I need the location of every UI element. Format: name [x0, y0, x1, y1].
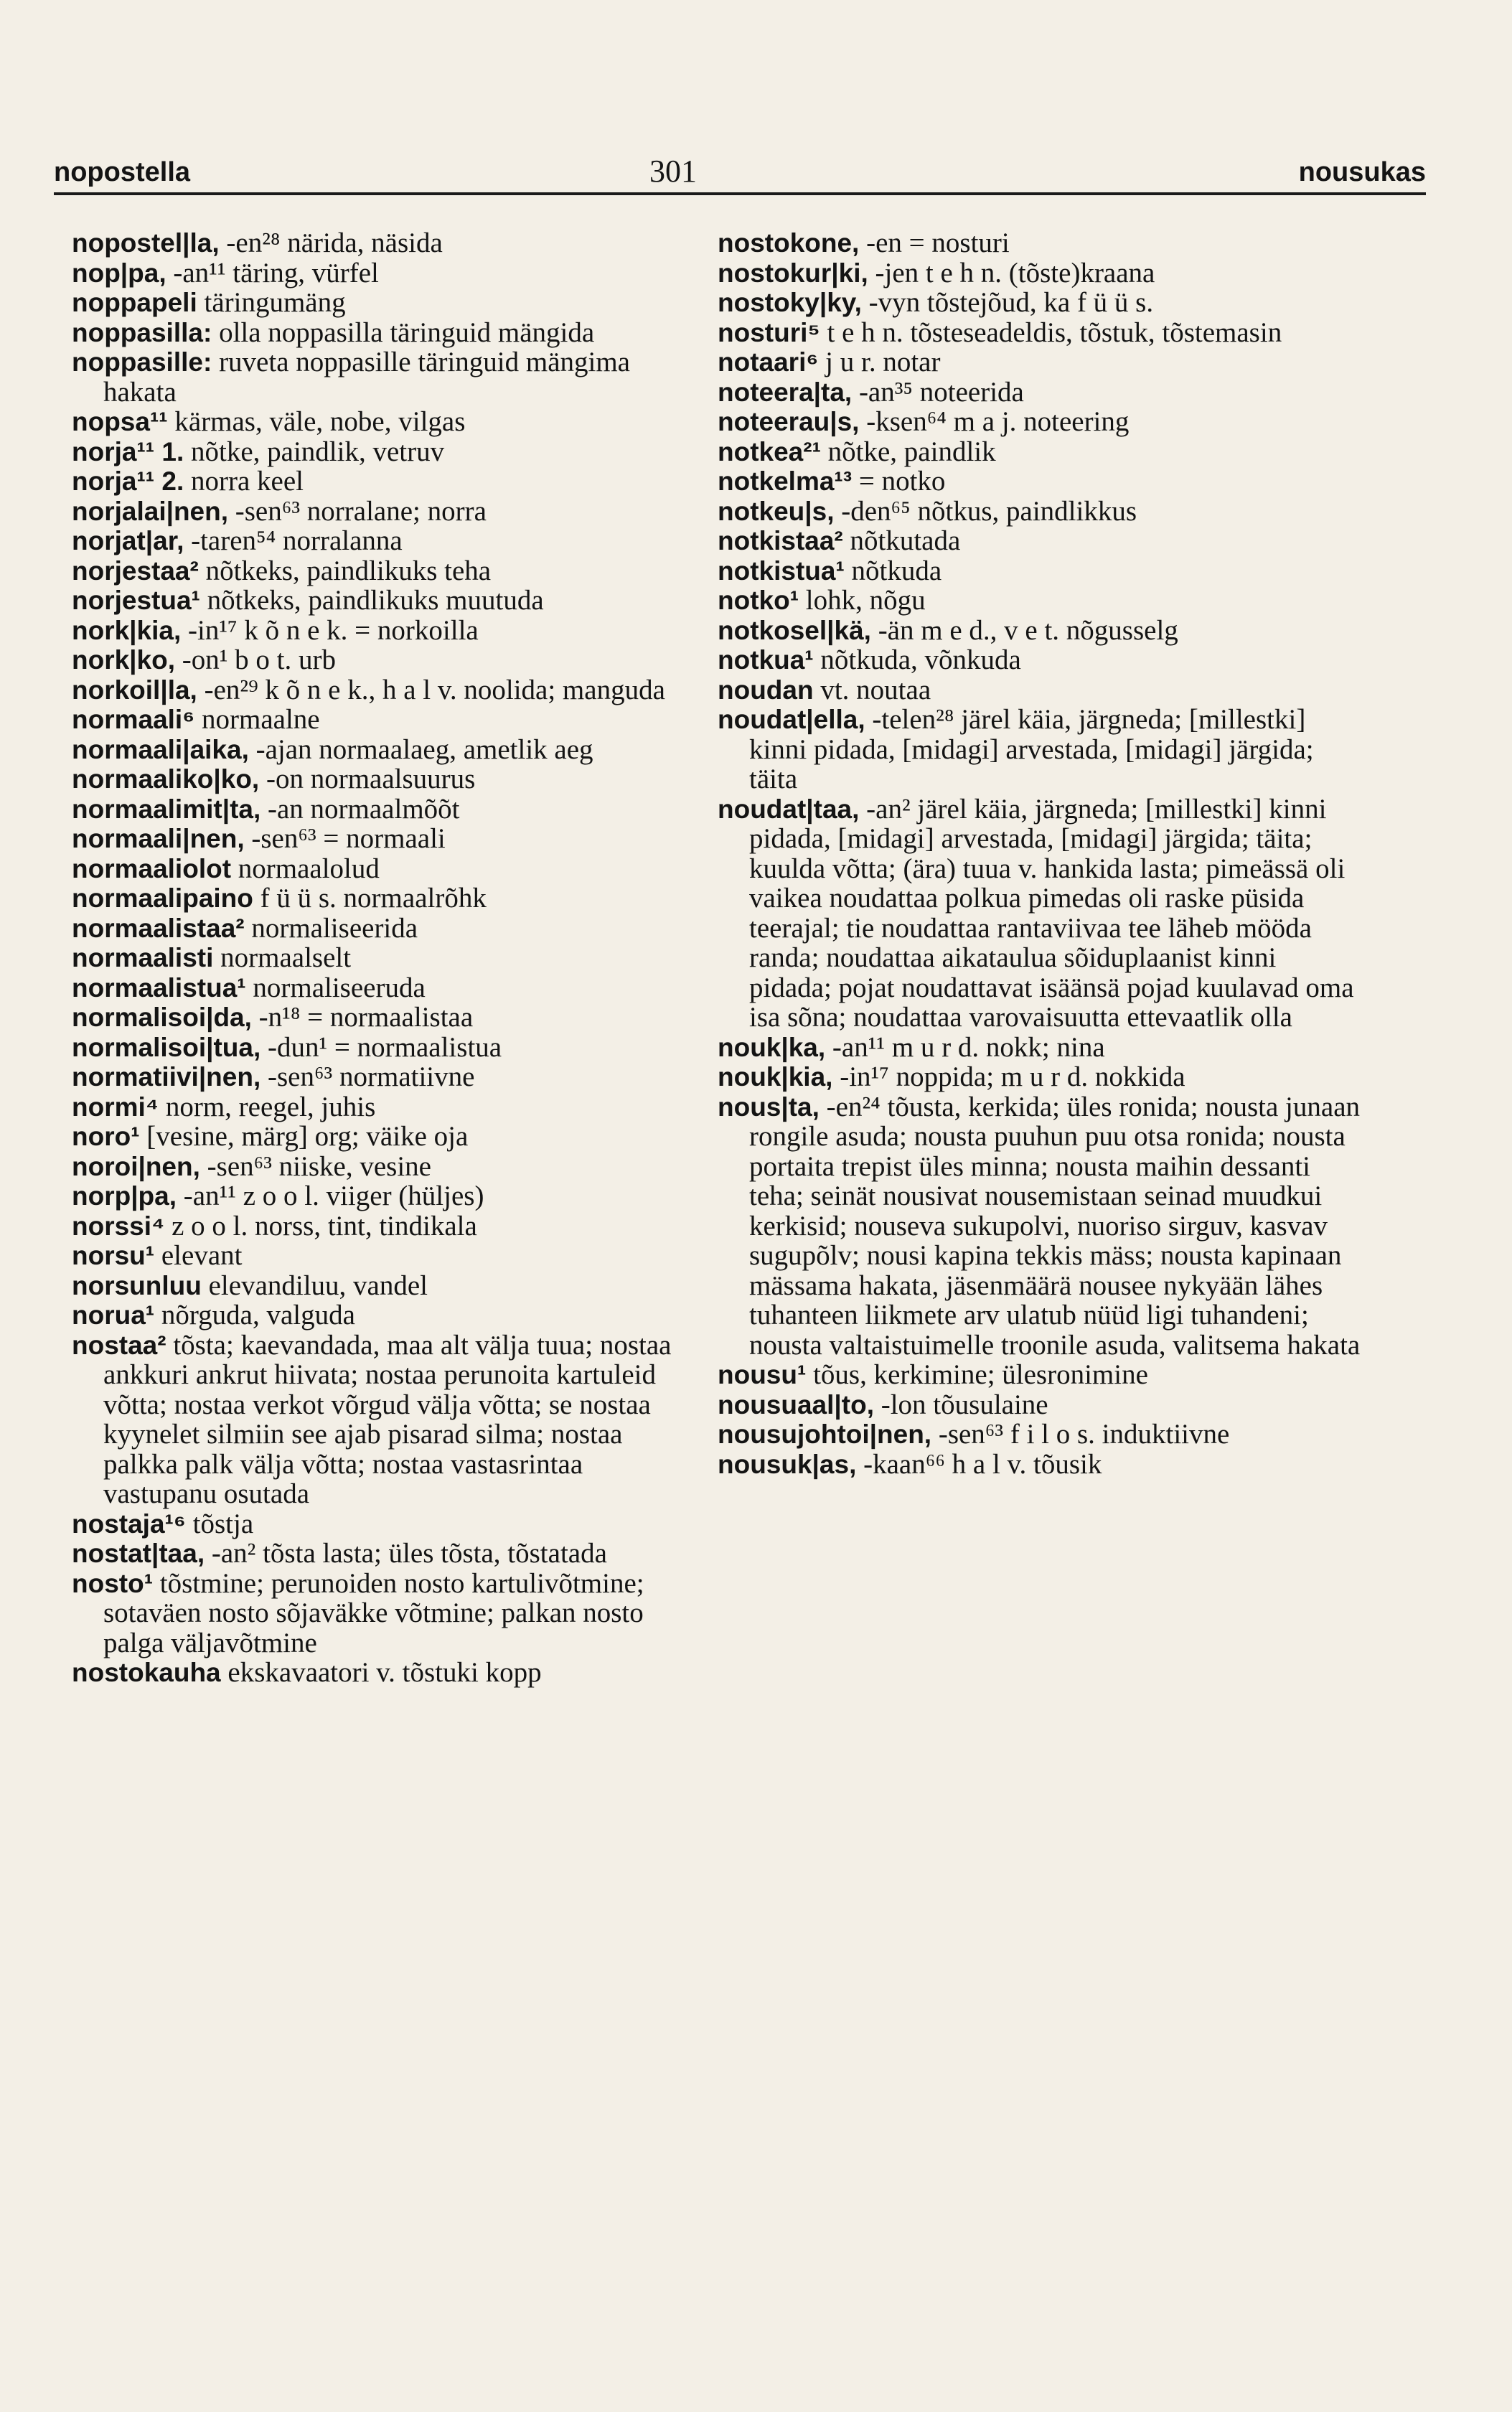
entry-headword: notkistaa²: [718, 526, 843, 555]
dictionary-entry: [72, 1122, 703, 1152]
entry-definition: = notko: [858, 466, 946, 497]
entry-headword: nousuaal|to,: [718, 1389, 874, 1419]
entry-definition: -an¹¹ m u r d. nokk; nina: [832, 1031, 1105, 1063]
dictionary-entry: [72, 347, 703, 407]
entry-headword: norjalai|nen,: [72, 496, 229, 526]
entry-headword: nopostel|la,: [72, 228, 220, 258]
entry-headword: norp|pa,: [72, 1181, 177, 1211]
entry-definition: normaalselt: [220, 942, 352, 973]
entry-headword: norkoil|la,: [72, 675, 197, 705]
entry-definition: nõtkeks, paindlikuks teha: [205, 555, 492, 586]
entry-definition: nõtkuda, võnkuda: [820, 644, 1021, 675]
entry-definition: -vyn tõstejõud, ka f ü ü s.: [868, 287, 1154, 318]
entry-definition: nõtke, paindlik, vetruv: [191, 436, 445, 467]
dictionary-entry: [718, 616, 1363, 646]
dictionary-entry: [72, 1569, 703, 1658]
dictionary-entry: [718, 347, 1363, 377]
dictionary-entry: [72, 1211, 703, 1242]
entry-headword: normaaliko|ko,: [72, 764, 260, 794]
dictionary-entry: [72, 973, 703, 1003]
dictionary-entry: [718, 1419, 1363, 1450]
entry-headword: norja¹¹ 2.: [72, 466, 184, 496]
entry-headword: normaalimit|ta,: [72, 794, 261, 824]
dictionary-entry: [718, 1390, 1363, 1420]
dictionary-entry: [718, 526, 1363, 556]
entry-headword: nosturi⁵: [718, 317, 820, 347]
entry-headword: notko¹: [718, 586, 799, 615]
dictionary-entry: [72, 1062, 703, 1092]
entry-headword: nousujohtoi|nen,: [718, 1419, 932, 1449]
entry-headword: noppapeli: [72, 288, 197, 317]
entry-headword: nostaja¹⁶: [72, 1508, 186, 1539]
entry-definition: norm, reegel, juhis: [165, 1091, 376, 1122]
entry-definition: nõtke, paindlik: [827, 436, 996, 467]
dictionary-entry: [72, 616, 703, 646]
entry-headword: nous|ta,: [718, 1092, 820, 1122]
dictionary-entry: [72, 586, 703, 616]
entry-headword: notkosel|kä,: [718, 615, 871, 645]
entry-definition: -on normaalsuurus: [266, 764, 476, 794]
entry-definition: -sen⁶³ niiske, vesine: [207, 1150, 431, 1182]
entry-definition: normaalolud: [238, 853, 380, 884]
entry-definition: vt. noutaa: [820, 674, 931, 705]
entry-headword: normalisoi|da,: [72, 1003, 252, 1032]
entry-headword: notkeu|s,: [718, 496, 835, 526]
dictionary-entry: [72, 883, 703, 914]
entry-definition: -an¹¹ täring, vürfel: [173, 257, 379, 288]
entry-headword: nostaa²: [72, 1330, 166, 1360]
entry-definition: -taren⁵⁴ norralanna: [191, 525, 403, 556]
dictionary-entry: [72, 556, 703, 586]
entry-headword: normaalistua¹: [72, 972, 246, 1003]
entry-headword: normaalistaa²: [72, 913, 245, 943]
entry-definition: nõrguda, valguda: [161, 1300, 355, 1331]
page-header: [54, 144, 1426, 194]
entry-headword: norjestua¹: [72, 586, 200, 615]
entry-headword: nostoky|ky,: [718, 288, 862, 317]
entry-headword: nouk|ka,: [718, 1032, 826, 1062]
entry-headword: norua¹: [72, 1300, 155, 1330]
dictionary-entry: [72, 854, 703, 884]
dictionary-entry: [72, 645, 703, 675]
dictionary-entry: [72, 675, 703, 705]
dictionary-entry: [72, 258, 703, 288]
entry-headword: normi⁴: [72, 1092, 159, 1122]
entry-definition: nõtkutada: [850, 525, 961, 556]
entry-definition: z o o l. norss, tint, tindikala: [172, 1210, 477, 1242]
entry-headword: nousu¹: [718, 1360, 807, 1389]
entry-definition: normaliseerida: [251, 912, 418, 944]
entry-definition: kärmas, väle, nobe, vilgas: [174, 406, 466, 437]
dictionary-entry: [718, 675, 1363, 705]
entry-headword: notkua¹: [718, 645, 814, 675]
entry-definition: nõtkeks, paindlikuks muutuda: [207, 585, 544, 616]
entry-definition: -ajan normaalaeg, ametlik aeg: [255, 733, 593, 765]
entry-headword: nostokauha: [72, 1658, 221, 1687]
entry-headword: normaalisti: [72, 943, 214, 972]
entry-headword: norssi⁴: [72, 1211, 165, 1241]
entry-headword: nork|kia,: [72, 615, 182, 645]
entry-headword: normaali|nen,: [72, 824, 245, 853]
entry-definition: täringumäng: [204, 287, 346, 318]
entry-definition: -den⁶⁵ nõtkus, paindlikkus: [841, 495, 1137, 527]
entry-headword: normatiivi|nen,: [72, 1062, 261, 1092]
entry-definition: [vesine, märg] org; väike oja: [146, 1121, 469, 1152]
entry-headword: normalisoi|tua,: [72, 1032, 261, 1062]
entry-definition: tõstmine; perunoiden nosto kartulivõtmine; sotaväen nosto sõjaväkke võtmine; palkan nosto palga väljavõtmine: [103, 1567, 644, 1658]
entry-headword: nostokone,: [718, 228, 860, 258]
entry-definition: -jen t e h n. (tõste)kraana: [875, 257, 1155, 288]
dictionary-entry: [72, 794, 703, 825]
entry-definition: elevant: [161, 1240, 243, 1271]
entry-headword: noudat|taa,: [718, 794, 860, 824]
entry-definition: -kaan⁶⁶ h a l v. tõusik: [863, 1448, 1102, 1480]
entry-headword: normaaliolot: [72, 853, 232, 883]
running-head-left: nopostella: [54, 157, 191, 187]
dictionary-entry: [72, 1658, 703, 1688]
dictionary-entry: [72, 318, 703, 348]
dictionary-entry: [72, 288, 703, 318]
dictionary-entry: [72, 824, 703, 854]
dictionary-entry: [718, 705, 1363, 794]
entry-definition: -en²⁴ tõusta, kerkida; üles ronida; nousta junaan rongile asuda; nousta puuhun puu otsa ronida; nousta portaita trepist üles minna; nousta maihin dessanti teha; seinät nousivat nousemistaan seinad muudkui kerkisid; nouseva sukupolvi, nuoriso sirguv, kasvav sugupõlv; nousi kapina tekkis mäss; nousta kapinaan mässama hakata, jäsenmäärä nousee nykyään lähes tuhanteen liikmete arv ulatub nüüd ligi tuhandeni; nousta valtaistuimelle troonile asuda, valitsema hakata: [749, 1091, 1361, 1361]
dictionary-entry: [72, 1539, 703, 1569]
right-column: [718, 228, 1363, 1479]
entry-definition: -in¹⁷ k õ n e k. = norkoilla: [188, 614, 479, 646]
page-number: 301: [649, 154, 697, 189]
running-head-right: nousukas: [1298, 157, 1426, 187]
dictionary-entry: [72, 1509, 703, 1539]
entry-definition: -än m e d., v e t. nõgusselg: [878, 614, 1178, 646]
entry-definition: j u r. notar: [825, 347, 941, 377]
entry-headword: notkistua¹: [718, 555, 845, 586]
header-rule: [54, 192, 1426, 195]
dictionary-entry: [72, 1300, 703, 1331]
dictionary-entry: [72, 1271, 703, 1301]
entry-headword: noroi|nen,: [72, 1151, 200, 1181]
entry-definition: -an² tõsta lasta; üles tõsta, tõstatada: [211, 1538, 607, 1569]
dictionary-entry: [72, 1331, 703, 1509]
entry-definition: tõstja: [192, 1508, 254, 1539]
entry-definition: -an normaalmõõt: [268, 793, 460, 825]
entry-definition: f ü ü s. normaalrõhk: [260, 883, 487, 914]
entry-definition: normaliseeruda: [253, 972, 426, 1003]
entry-headword: nopsa¹¹: [72, 407, 168, 436]
entry-definition: -sen⁶³ f i l o s. induktiivne: [938, 1419, 1230, 1450]
dictionary-entry: [718, 318, 1363, 348]
dictionary-entry: [72, 1241, 703, 1271]
entry-definition: -sen⁶³ norralane; norra: [235, 495, 487, 527]
dictionary-entry: [718, 1062, 1363, 1092]
dictionary-entry: [718, 466, 1363, 497]
entry-definition: -sen⁶³ = normaali: [251, 823, 446, 854]
entry-headword: notkelma¹³: [718, 466, 853, 496]
dictionary-entry: [72, 228, 703, 258]
dictionary-entry: [72, 705, 703, 735]
entry-definition: -dun¹ = normaalistua: [267, 1031, 502, 1063]
entry-definition: -an¹¹ z o o l. viiger (hüljes): [183, 1181, 484, 1211]
entry-headword: noudan: [718, 675, 814, 705]
dictionary-entry: [718, 645, 1363, 675]
dictionary-entry: [72, 407, 703, 437]
dictionary-entry: [72, 1152, 703, 1182]
dictionary-entry: [718, 258, 1363, 288]
entry-definition: -ksen⁶⁴ m a j. noteering: [866, 406, 1130, 437]
entry-headword: noteerau|s,: [718, 407, 860, 436]
dictionary-entry: [72, 1003, 703, 1033]
entry-headword: normaali⁶: [72, 705, 195, 734]
entry-headword: noppasilla:: [72, 317, 212, 347]
entry-headword: notkea²¹: [718, 436, 821, 466]
dictionary-entry: [72, 764, 703, 794]
entry-headword: nork|ko,: [72, 645, 175, 675]
entry-definition: -telen²⁸ järel käia, järgneda; [millestki] kinni pidada, [midagi] arvestada, [midagi] järgida; täita: [749, 704, 1314, 794]
entry-headword: noppasille:: [72, 347, 212, 377]
dictionary-entry: [718, 1092, 1363, 1361]
dictionary-entry: [72, 497, 703, 527]
entry-definition: -sen⁶³ normatiivne: [267, 1061, 475, 1092]
dictionary-entry: [718, 1450, 1363, 1480]
entry-definition: tõsta; kaevandada, maa alt välja tuua; nostaa ankkuri ankrut hiivata; nostaa perunoita kartuleid võtta; nostaa verkot võrgud välja võtta; se nostaa kyynelet silmiin see ajab pisarad silma; nostaa palkka palk välja võtta; nostaa vastasrintaa vastupanu osutada: [103, 1329, 672, 1509]
dictionary-entry: [718, 794, 1363, 1033]
dictionary-entry: [718, 228, 1363, 258]
entry-definition: elevandiluu, vandel: [208, 1270, 428, 1301]
entry-headword: nousuk|as,: [718, 1449, 857, 1479]
entry-headword: notaari⁶: [718, 347, 819, 377]
entry-definition: -an³⁵ noteerida: [858, 376, 1024, 408]
entry-headword: norjat|ar,: [72, 526, 184, 555]
entry-definition: normaalne: [202, 704, 320, 735]
dictionary-entry: [718, 1360, 1363, 1390]
entry-headword: norsu¹: [72, 1241, 155, 1270]
dictionary-entry: [718, 407, 1363, 437]
dictionary-entry: [72, 1181, 703, 1211]
entry-definition: -on¹ b o t. urb: [182, 644, 337, 675]
dictionary-entry: [72, 437, 703, 467]
dictionary-entry: [72, 466, 703, 497]
dictionary-entry: [718, 497, 1363, 527]
entry-definition: -n¹⁸ = normaalistaa: [258, 1002, 474, 1033]
entry-headword: nosto¹: [72, 1568, 154, 1598]
entry-definition: norra keel: [191, 466, 304, 497]
entry-definition: ruveta noppasille täringuid mängima hakata: [103, 347, 630, 408]
dictionary-entry: [718, 288, 1363, 318]
dictionary-entry: [718, 556, 1363, 586]
dictionary-entry: [72, 526, 703, 556]
entry-definition: -en²⁹ k õ n e k., h a l v. noolida; manguda: [204, 674, 665, 705]
entry-headword: nouk|kia,: [718, 1062, 833, 1092]
entry-definition: -en = nosturi: [866, 227, 1010, 258]
entry-definition: tõus, kerkimine; ülesronimine: [813, 1359, 1148, 1390]
dictionary-entry: [718, 437, 1363, 467]
dictionary-entry: [718, 586, 1363, 616]
entry-headword: normaali|aika,: [72, 734, 249, 764]
entry-headword: norjestaa²: [72, 555, 199, 586]
entry-headword: noro¹: [72, 1122, 140, 1151]
entry-headword: nostokur|ki,: [718, 258, 868, 288]
entry-headword: nostat|taa,: [72, 1539, 205, 1568]
entry-headword: norja¹¹ 1.: [72, 436, 184, 466]
dictionary-entry: [718, 1033, 1363, 1063]
dictionary-entry: [718, 377, 1363, 408]
entry-headword: noteera|ta,: [718, 377, 853, 407]
entry-headword: nop|pa,: [72, 258, 166, 288]
entry-definition: -an² järel käia, järgneda; [millestki] kinni pidada, [midagi] arvestada, [midagi] järgida; täita; kuulda võtta; (ära) tuua v. hankida lasta; pimeässä oli vaikea noudattaa polkua pimedas oli raske püsida teerajal; tie noudattaa rantaviivaa tee läheb mööda randa; noudattaa aikataulua sõiduplaanist kinni pidada; pojat noudattavat isäänsä pojad kuulavad oma isa sõna; noudattaa varovaisuutta ettevaatlik olla: [749, 793, 1354, 1033]
dictionary-entry: [72, 735, 703, 765]
dictionary-entry: [72, 943, 703, 973]
entry-definition: -in¹⁷ noppida; m u r d. nokkida: [840, 1061, 1185, 1092]
entry-headword: noudat|ella,: [718, 705, 865, 734]
dictionary-entry: [72, 914, 703, 944]
entry-definition: olla noppasilla täringuid mängida: [219, 316, 595, 348]
entry-headword: normaalipaino: [72, 883, 253, 913]
entry-definition: -lon tõusulaine: [881, 1389, 1048, 1420]
entry-definition: -en²⁸ närida, näsida: [226, 227, 443, 258]
entry-headword: norsunluu: [72, 1270, 202, 1300]
dictionary-entry: [72, 1092, 703, 1122]
entry-definition: lohk, nõgu: [805, 585, 926, 616]
entry-definition: ekskavaatori v. tõstuki kopp: [227, 1657, 542, 1688]
dictionary-entry: [72, 1033, 703, 1063]
entry-definition: nõtkuda: [851, 555, 942, 586]
left-column: [72, 228, 703, 1688]
entry-definition: t e h n. tõsteseadeldis, tõstuk, tõstemasin: [827, 316, 1282, 348]
